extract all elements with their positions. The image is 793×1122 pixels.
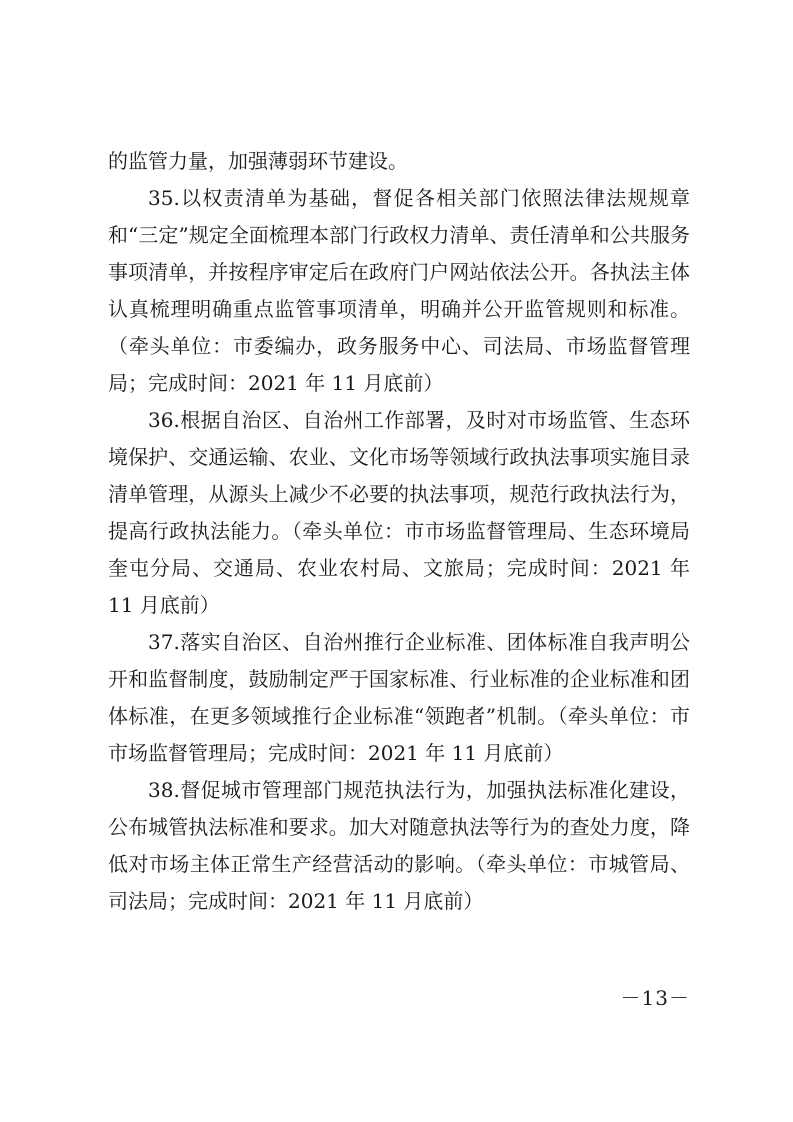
document-body bbox=[108, 143, 690, 920]
paragraph-item-38: 38.督促城市管理部门规范执法行为，加强执法标准化建设，公布城管执法标准和要求。加大对随意执法等行为的查处力度，降低对市场主体正常生产经营活动的影响。（牵头单位：市城管局、司法局；完成时间：2021 年 11 月底前） bbox=[108, 778, 690, 913]
paragraph-continuation: 的监管力量，加强薄弱环节建设。 bbox=[108, 149, 408, 173]
paragraph-item-36: 36.根据自治区、自治州工作部署，及时对市场监管、生态环境保护、交通运输、农业、文化市场等领域行政执法事项实施目录清单管理，从源头上减少不必要的执法事项，规范行政执法行为，提高行政执法能力。（牵头单位：市市场监督管理局、生态环境局奎屯分局、交通局、农业农村局、文旅局；完成时间：2021 年 11 月底前） bbox=[108, 408, 690, 617]
paragraph-item-37: 37.落实自治区、自治州推行企业标准、团体标准自我声明公开和监督制度，鼓励制定严于国家标准、行业标准的企业标准和团体标准，在更多领域推行企业标准“领跑者”机制。（牵头单位：市市场监督管理局；完成时间：2021 年 11 月底前） bbox=[108, 630, 690, 765]
page-number: －13－ bbox=[620, 986, 690, 1010]
paragraph-item-35: 35.以权责清单为基础，督促各相关部门依照法律法规规章和“三定”规定全面梳理本部门行政权力清单、责任清单和公共服务事项清单，并按程序审定后在政府门户网站依法公开。各执法主体认真梳理明确重点监管事项清单，明确并公开监管规则和标准。（牵头单位：市委编办，政务服务中心、司法局、市场监督管理局；完成时间：2021 年 11 月底前） bbox=[108, 186, 690, 395]
